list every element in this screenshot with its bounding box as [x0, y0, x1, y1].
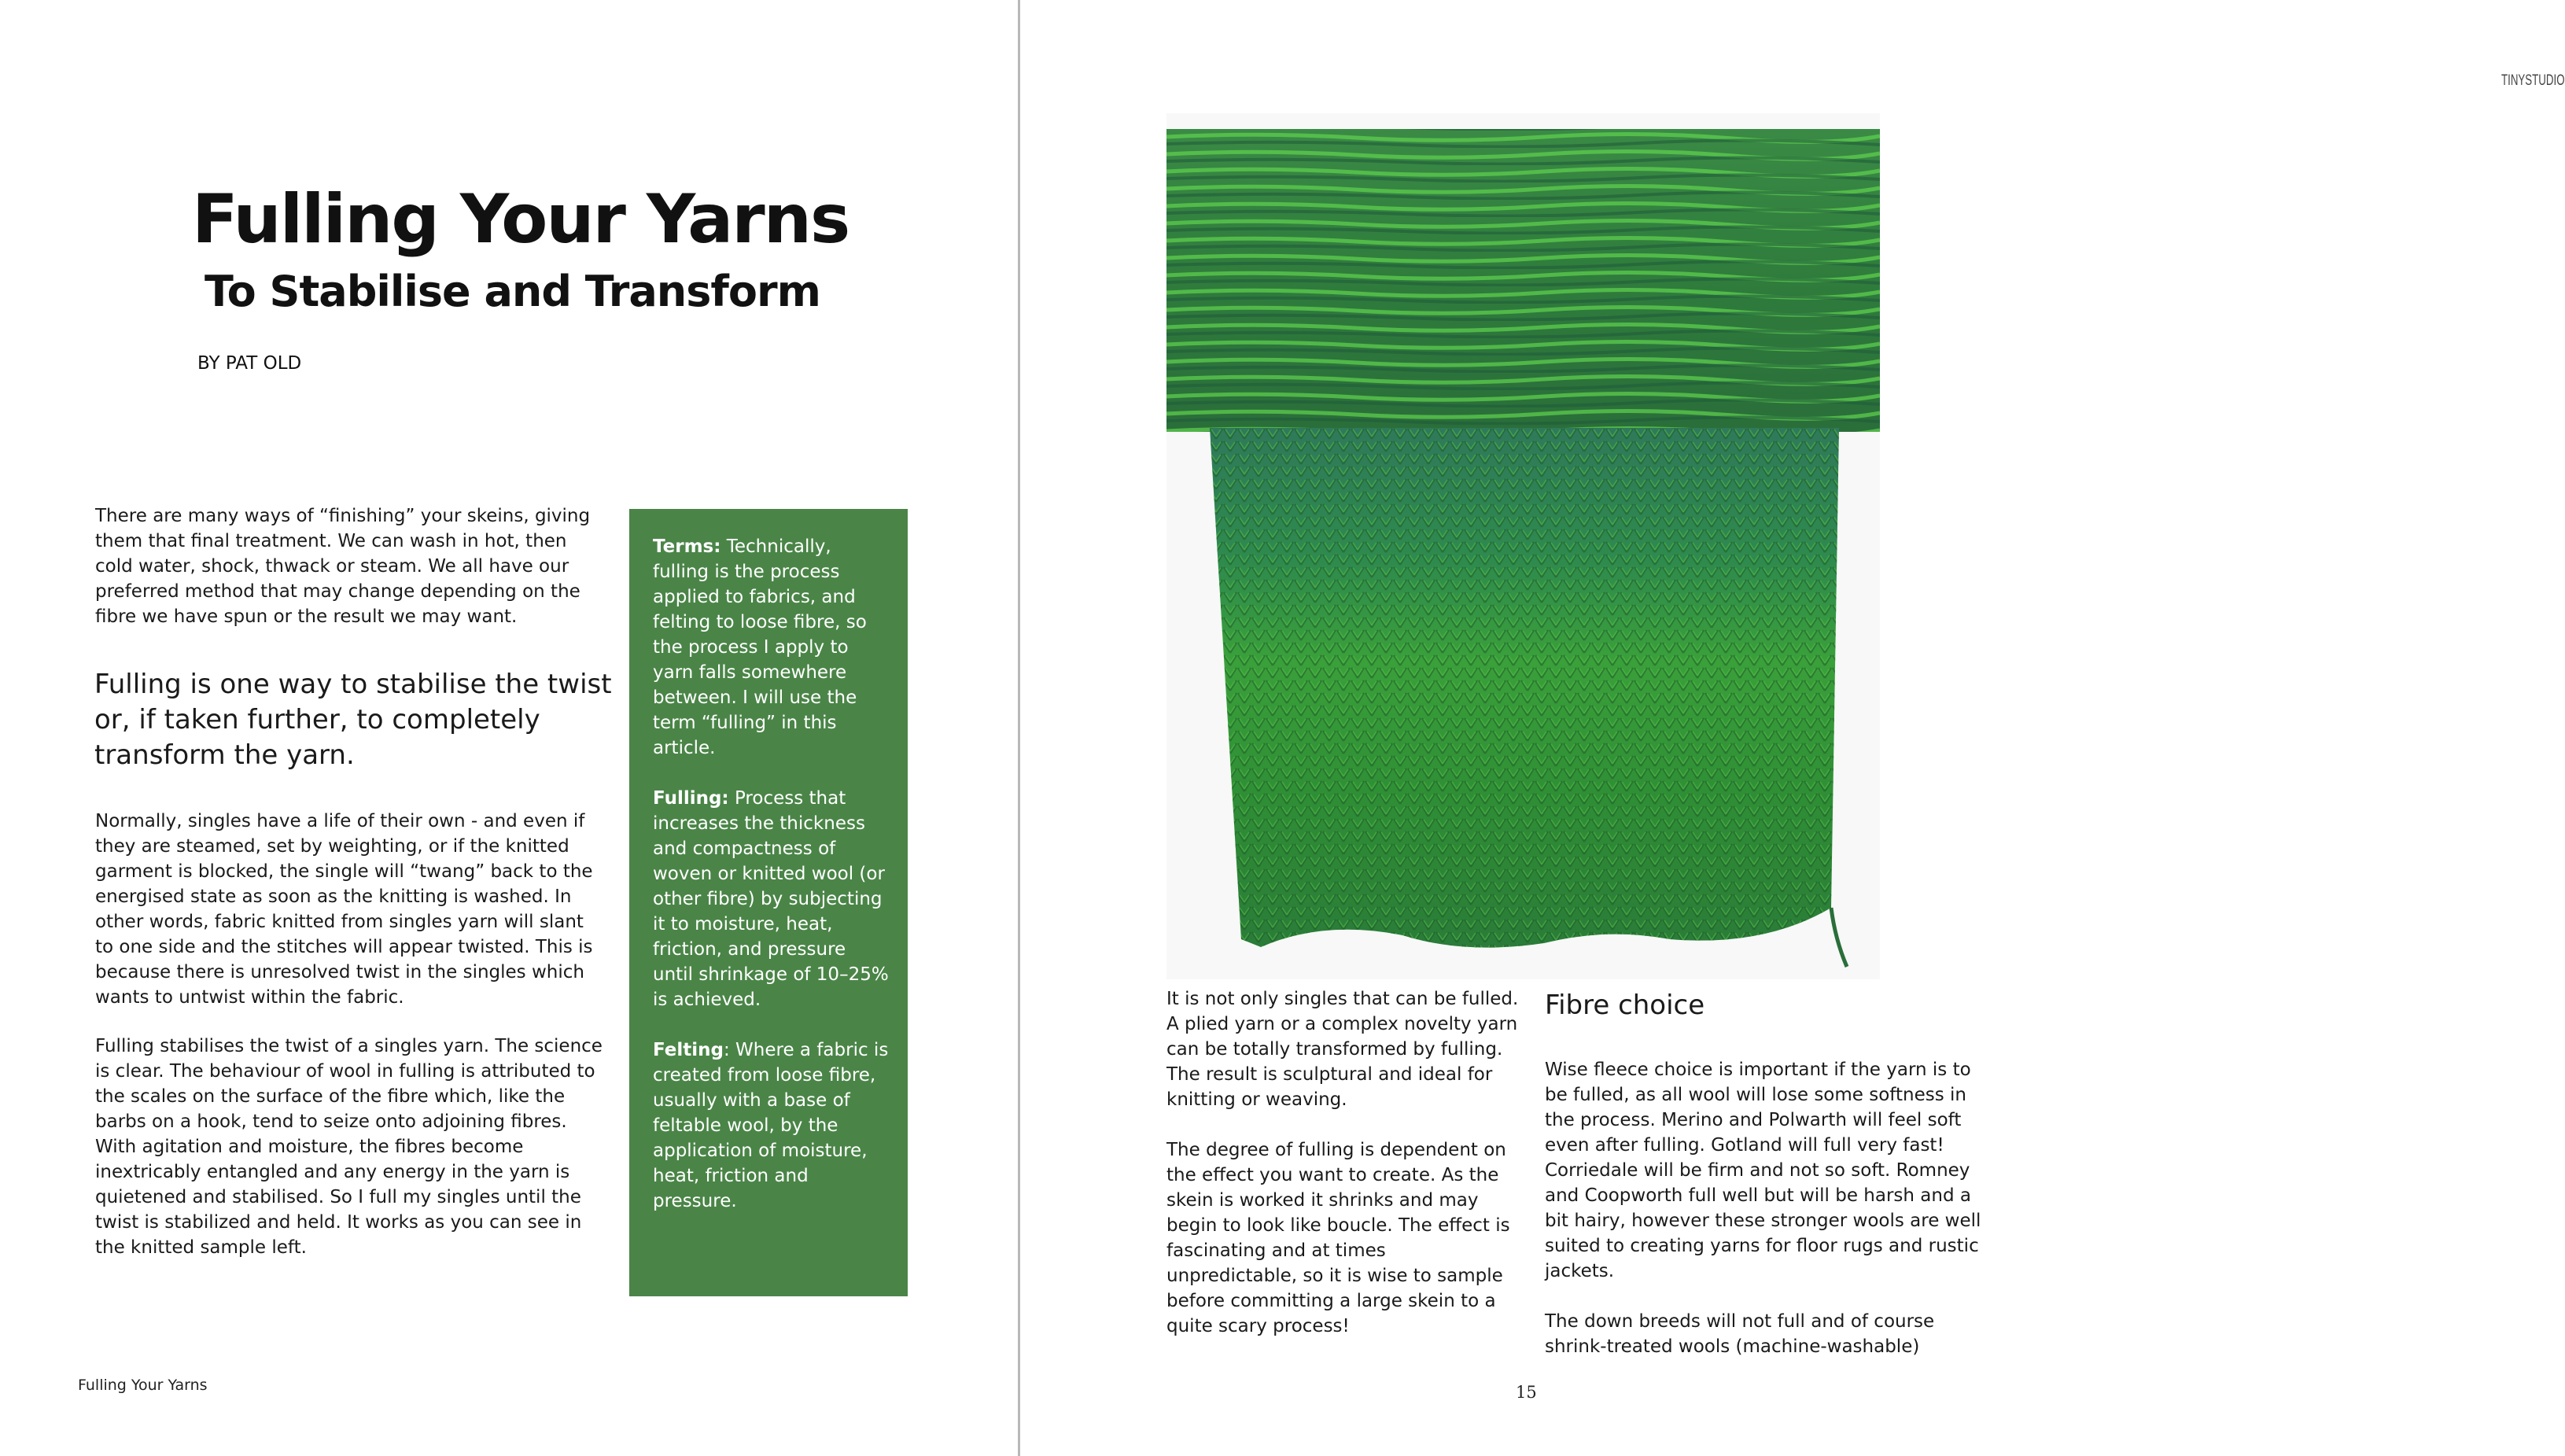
page-number: 15 — [1516, 1383, 1537, 1402]
plied-yarn-paragraph: It is not only singles that can be fulled. A plied yarn or a complex novelty yarn can be totally transformed by fulling. The result is sculptural and ideal for knitting or weaving. — [1166, 989, 1519, 1110]
terms-sidebar-box — [629, 509, 908, 1296]
article-subtitle: To Stabilise and Transform — [205, 267, 820, 316]
right-column-b — [1545, 1057, 1985, 1384]
terms-item-fulling — [653, 786, 890, 1012]
term-label: Fulling: — [653, 788, 729, 809]
terms-item-terms — [653, 534, 890, 761]
pull-quote: Fulling is one way to stabilise the twist or, if taken further, to completely transform the yarn. — [94, 669, 612, 771]
down-breeds-paragraph: The down breeds will not full and of course shrink-treated wools (machine-washable) — [1545, 1311, 1935, 1357]
running-header: TINYSTUDIO — [2501, 72, 2565, 89]
knitted-sample-photo — [1166, 113, 1880, 979]
term-definition: : Where a fabric is created from loose fibre, usually with a base of feltable wool, by the application of moisture, heat, friction and pressure. — [653, 1040, 889, 1211]
body-paragraph-singles: Normally, singles have a life of their own - and even if they are steamed, set by weighting, or if the knitted garment is blocked, the single will “twang” back to the energised state as soon as the knitting is washed. In other words, fabric knitted from singles yarn will slant to one side and the stitches will appear twisted. This is because there is unresolved twist in the singles which wants to untwist within the fabric. — [95, 811, 593, 1008]
term-label: Felting — [653, 1040, 724, 1060]
right-column-a — [1166, 986, 1520, 1364]
left-page — [0, 0, 1018, 1456]
byline: BY PAT OLD — [197, 353, 302, 374]
intro-paragraph: There are many ways of “finishing” your skeins, giving them that final treatment. We can wash in hot, then cold water, shock, thwack or steam. We all have our preferred method that may change depending on the fibre we have spun or the result we may want. — [95, 506, 591, 627]
fleece-choice-paragraph: Wise fleece choice is important if the yarn is to be fulled, as all wool will lose some softness in the process. Merino and Polwarth will feel soft even after fulling. Gotland will full very fast! Corriedale will be firm and not so soft. Romney and Coopworth full well but will be harsh and a bit hairy, however these stronger wools are well suited to creating yarns for floor rugs and rustic jackets. — [1545, 1060, 1981, 1281]
term-label: Terms: — [653, 536, 721, 557]
body-paragraph-stabilise: Fulling stabilises the twist of a singles yarn. The science is clear. The behaviour of wool in fulling is attributed to the scales on the surface of the fibre which, like the barbs on a hook, tend to seize onto adjoining fibres. With agitation and moisture, the fibres become inextricably entangled and any energy in the yarn is quietened and stabilised. So I full my singles until the twist is stabilized and held. It works as you can see in the knitted sample left. — [95, 1036, 603, 1258]
terms-item-felting — [653, 1038, 890, 1214]
fibre-choice-heading: Fibre choice — [1545, 990, 1705, 1021]
article-title: Fulling Your Yarns — [192, 180, 849, 259]
term-definition: Technically, fulling is the process applied to fabrics, and felting to loose fibre, so the process I apply to yarn falls somewhere between. I will use the term “fulling” in this article. — [653, 536, 867, 758]
footer-running-title: Fulling Your Yarns — [78, 1377, 208, 1394]
knitted-green-yarn-icon — [1166, 113, 1880, 979]
term-definition: Process that increases the thickness and compactness of woven or knitted wool (or other fibre) by subjecting it to moisture, heat, friction, and pressure until shrinkage of 10–25% is achieved. — [653, 788, 889, 1010]
degree-of-fulling-paragraph: The degree of fulling is dependent on the effect you want to create. As the skein is worked it shrinks and may begin to look like boucle. The effect is fascinating and at times unpredictable, so it is wise to sample before committing a large skein to a quite scary process! — [1166, 1140, 1510, 1336]
